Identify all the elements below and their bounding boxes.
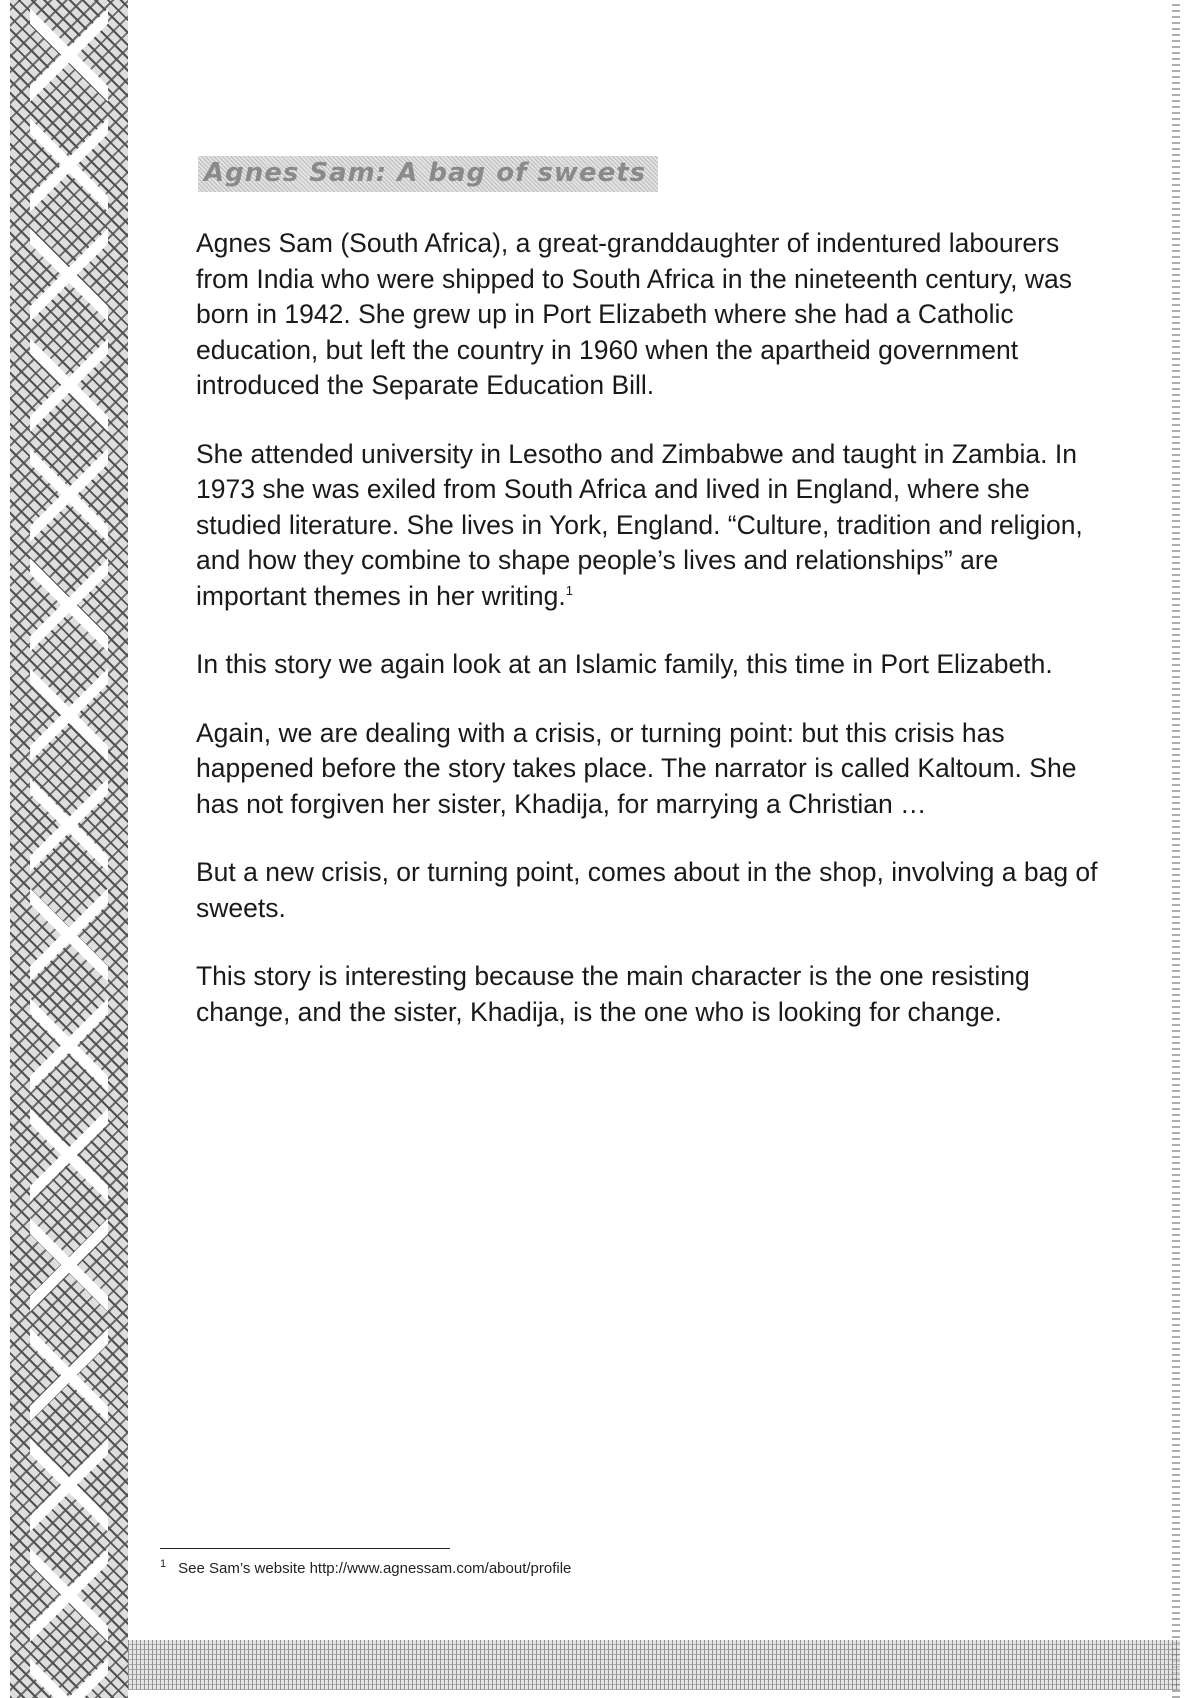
paragraph-text: But a new crisis, or turning point, comes about in the shop, involving a bag of sweets. <box>196 857 1098 923</box>
paragraph-career <box>196 437 1106 615</box>
paragraph-new-crisis <box>196 855 1106 926</box>
footnote <box>160 1558 571 1577</box>
paragraph-crisis <box>196 716 1106 823</box>
paragraph-story-setting <box>196 647 1106 683</box>
paragraph-text: She attended university in Lesotho and Zimbabwe and taught in Zambia. In 1973 she was exiled from South Africa and lived in England, where she studied literature. She lives in York, England. “Culture, tradition and religion, and how they combine to shape people’s lives and relationships” are important themes in her writing. <box>196 438 1083 611</box>
footnote-divider <box>160 1548 450 1549</box>
paragraph-text: Again, we are dealing with a crisis, or turning point: but this crisis has happened before the story takes place. The narrator is called Kaltoum. She has not forgiven her sister, Khadija, for marrying a Christian … <box>196 717 1077 819</box>
decorative-border-left <box>10 0 128 1698</box>
paragraph-biography <box>196 226 1106 404</box>
decorative-border-bottom <box>128 1640 1180 1690</box>
footnote-text: See Sam’s website http://www.agnessam.com/about/profile <box>178 1560 572 1577</box>
page-title: Agnes Sam: A bag of sweets <box>198 156 658 192</box>
paragraph-text: This story is interesting because the main character is the one resisting change, and the sister, Khadija, is the one who is looking for change. <box>196 961 1030 1027</box>
footnote-reference[interactable]: 1 <box>565 582 573 598</box>
decorative-border-right <box>1172 0 1180 1698</box>
paragraph-text: Agnes Sam (South Africa), a great-granddaughter of indentured labourers from India who were shipped to South Africa in the nineteenth century, was born in 1942. She grew up in Port Elizabeth where she had a Catholic education, but left the country in 1960 when the apartheid government introduced the Separate Education Bill. <box>196 228 1072 400</box>
paragraph-text: In this story we again look at an Islamic family, this time in Port Elizabeth. <box>196 649 1053 679</box>
body-text <box>196 226 1106 1063</box>
paragraph-main-character <box>196 959 1106 1030</box>
footnote-number: 1 <box>160 1558 167 1570</box>
